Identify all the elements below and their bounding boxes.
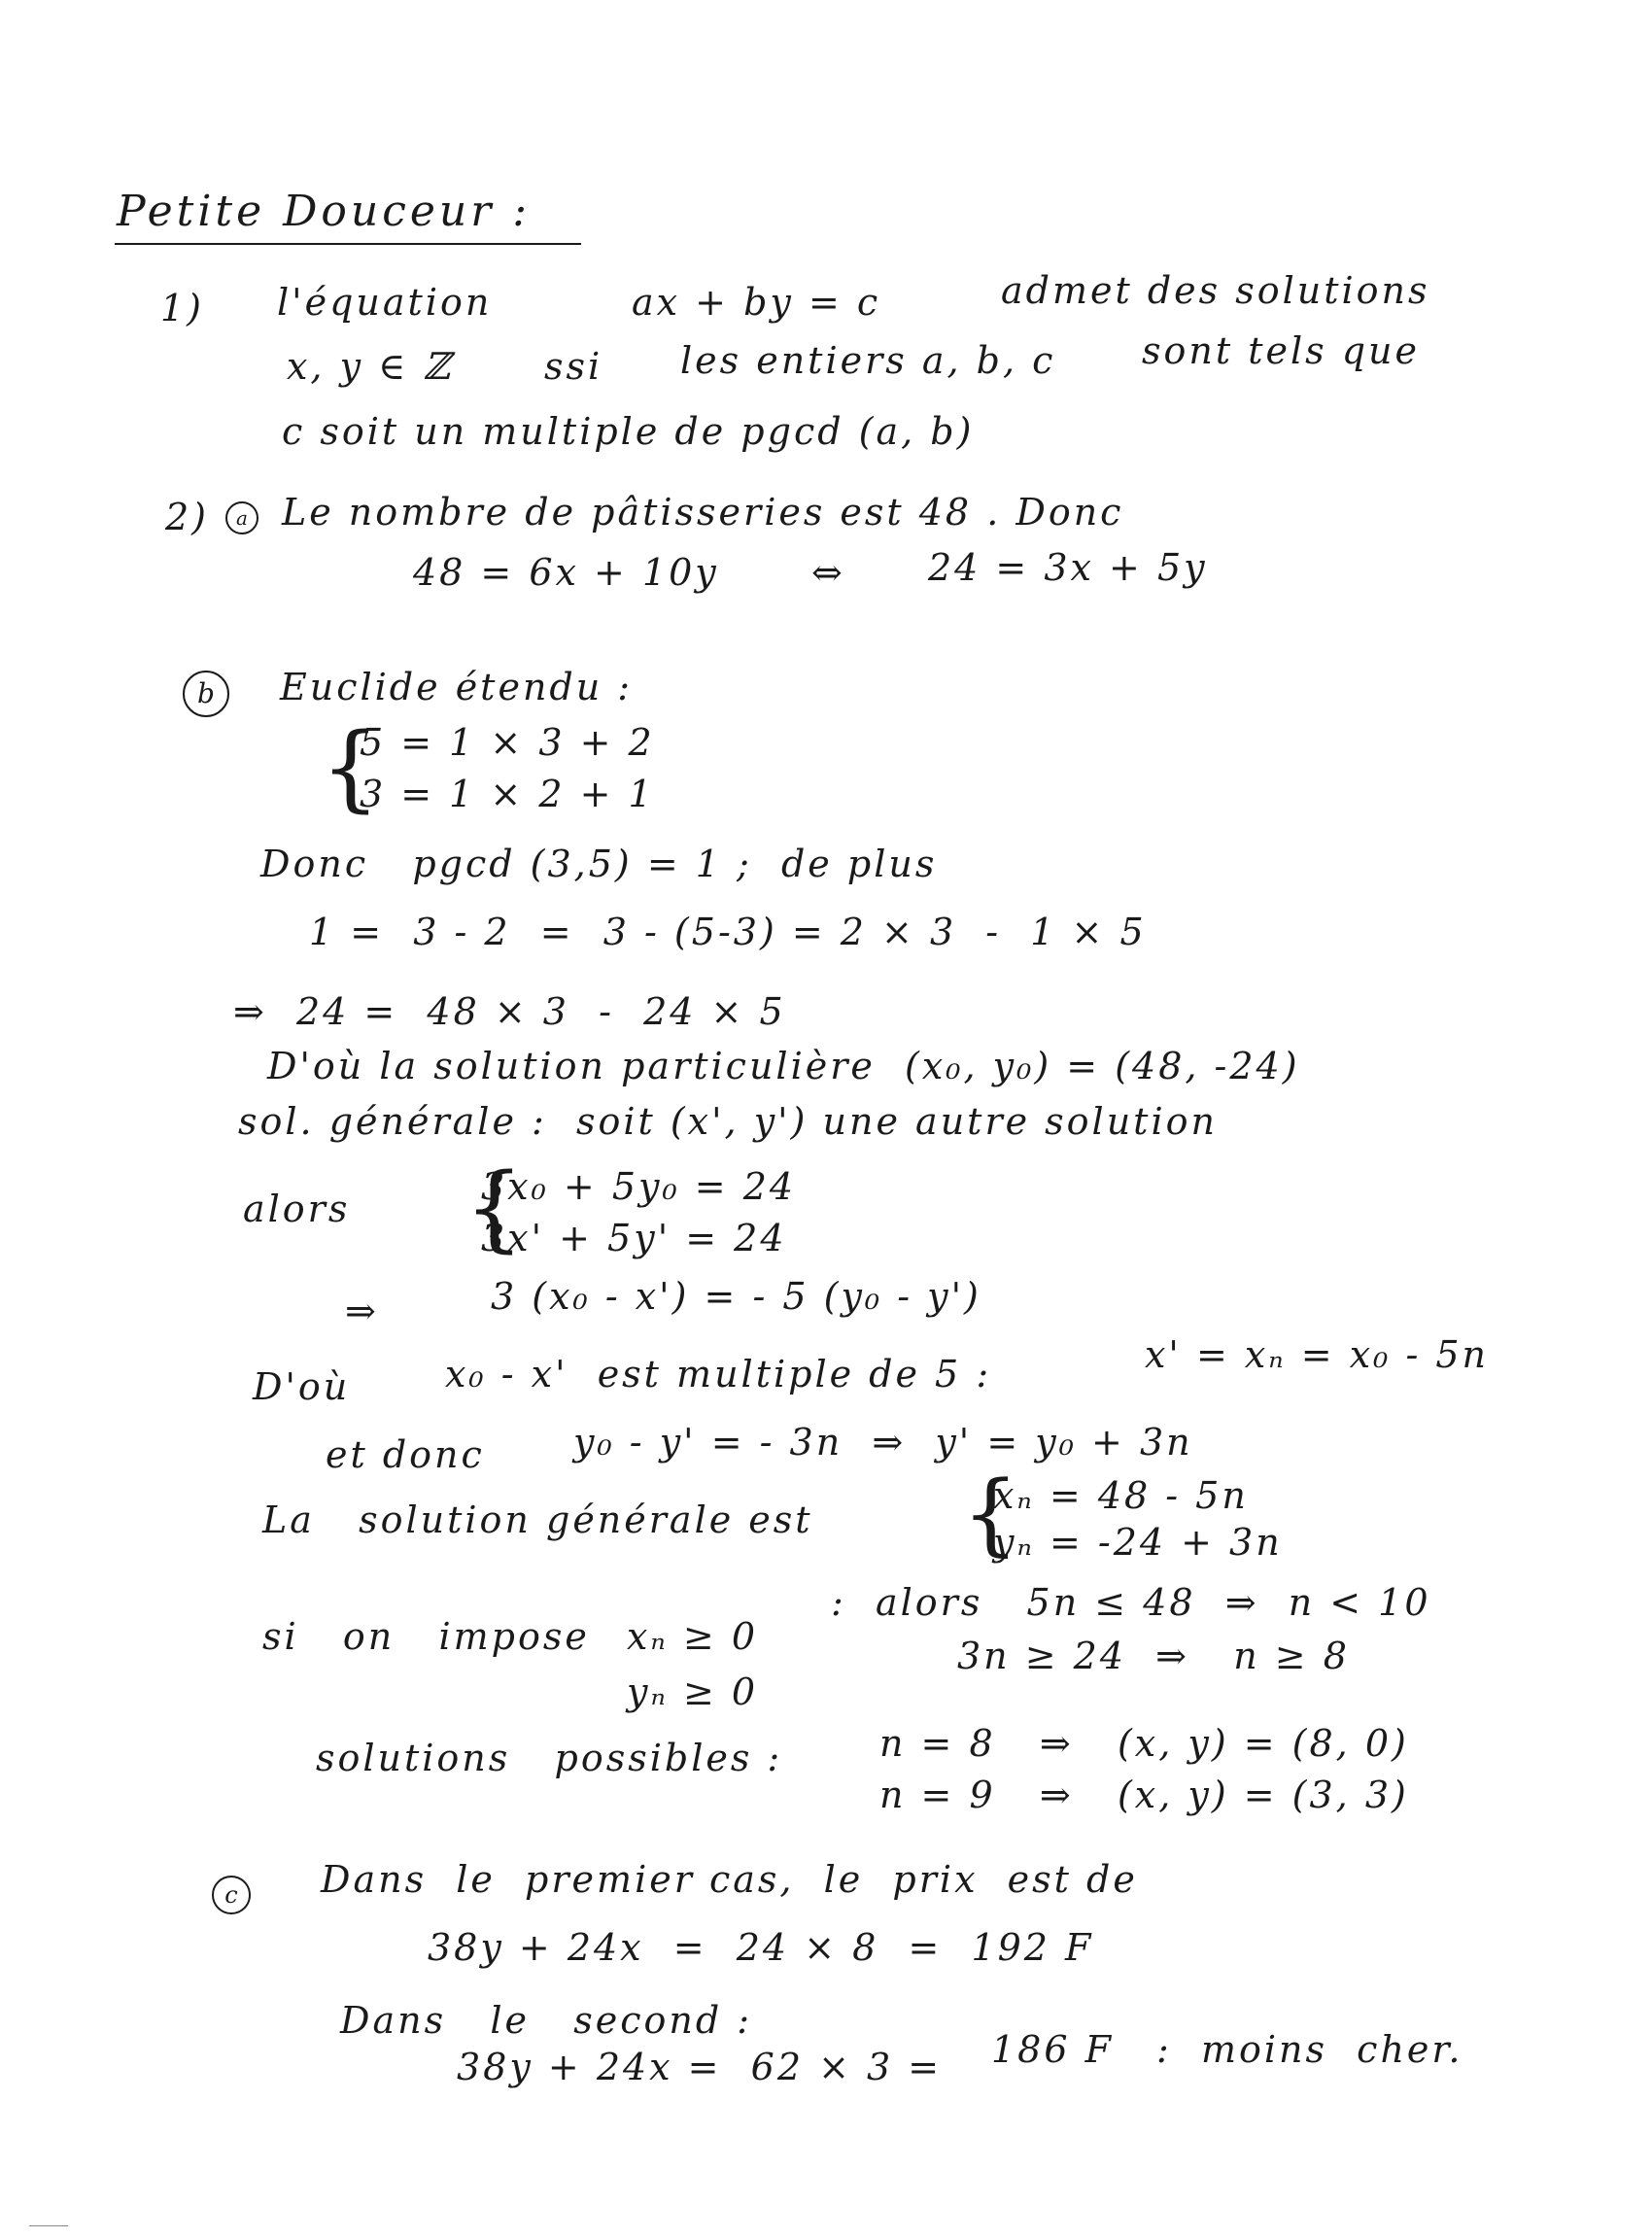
multiple-c: x' = xₙ = x₀ - 5n bbox=[1145, 1333, 1490, 1376]
q2c-line3: Dans le second : bbox=[340, 1999, 753, 2042]
q2a-line2-equiv: ⇔ bbox=[811, 551, 845, 594]
q2c-line2: 38y + 24x = 24 × 8 = 192 F bbox=[428, 1926, 1094, 1969]
q1-line1-equation: ax + by = c bbox=[632, 281, 881, 324]
alors-label: alors bbox=[243, 1188, 351, 1230]
general-solution-brace: { bbox=[962, 1462, 1019, 1566]
bezout-line: 1 = 3 - 2 = 3 - (5-3) = 2 × 3 - 1 × 5 bbox=[309, 911, 1147, 953]
q2a-line2-left: 48 = 6x + 10y bbox=[413, 551, 719, 594]
system1-line2: 3 = 1 × 2 + 1 bbox=[360, 773, 655, 815]
q2a-line1: Le nombre de pâtisseries est 48 . Donc bbox=[282, 491, 1124, 534]
q1-line1-c: admet des solutions bbox=[1001, 269, 1430, 312]
q1-line2-c: les entiers a, b, c bbox=[680, 339, 1056, 382]
q2a-line2-right: 24 = 3x + 5y bbox=[928, 546, 1208, 589]
system2-line1: 3x₀ + 5y₀ = 24 bbox=[481, 1165, 797, 1208]
system1-brace: { bbox=[321, 713, 381, 822]
q1-number: 1) bbox=[160, 287, 205, 329]
q2c-line1: Dans le premier cas, le prix est de bbox=[321, 1858, 1138, 1901]
q1-line2-d: sont tels que bbox=[1142, 329, 1420, 372]
scaled-line: ⇒ 24 = 48 × 3 - 24 × 5 bbox=[233, 990, 786, 1033]
system1-line1: 5 = 1 × 3 + 2 bbox=[360, 721, 655, 764]
impose-label: si on impose bbox=[262, 1615, 590, 1658]
q2c-label: c bbox=[212, 1876, 251, 1914]
q1-line2-a: x, y ∈ ℤ bbox=[287, 345, 454, 388]
q2-number: 2) bbox=[165, 496, 210, 538]
general-solution-label: La solution générale est bbox=[262, 1498, 813, 1541]
general-solution-x: xₙ = 48 - 5n bbox=[993, 1474, 1249, 1517]
difference-line: 3 (x₀ - x') = - 5 (y₀ - y') bbox=[491, 1275, 981, 1318]
particular-solution: D'où la solution particulière (x₀, y₀) = (48, -24) bbox=[267, 1045, 1300, 1087]
multiple-b: x₀ - x' est multiple de 5 : bbox=[445, 1353, 992, 1395]
general-solution-y: yₙ = -24 + 3n bbox=[993, 1521, 1283, 1564]
impose-x: xₙ ≥ 0 bbox=[627, 1615, 759, 1658]
scan-corner-mark bbox=[29, 2225, 68, 2226]
possible-solutions-label: solutions possibles : bbox=[316, 1737, 783, 1779]
q1-line2-b: ssi bbox=[544, 345, 603, 388]
system2-brace: { bbox=[465, 1154, 525, 1262]
q2c-line4-b: 186 F bbox=[991, 2028, 1114, 2071]
q2c-line4-a: 38y + 24x = 62 × 3 = bbox=[457, 2046, 943, 2088]
general-solution-intro: sol. générale : soit (x', y') une autre solution bbox=[238, 1100, 1218, 1143]
q1-line1-a: l'équation bbox=[277, 281, 493, 324]
impose-condition-1: : alors 5n ≤ 48 ⇒ n < 10 bbox=[831, 1581, 1431, 1624]
impose-condition-2: 3n ≥ 24 ⇒ n ≥ 8 bbox=[957, 1635, 1350, 1677]
q2b-title: Euclide étendu : bbox=[280, 666, 634, 708]
solution-n9: n = 9 ⇒ (x, y) = (3, 3) bbox=[879, 1774, 1409, 1816]
multiple-a: D'où bbox=[253, 1365, 351, 1408]
impose-y: yₙ ≥ 0 bbox=[627, 1671, 759, 1713]
donc-a: et donc bbox=[326, 1433, 485, 1476]
pgcd-line: Donc pgcd (3,5) = 1 ; de plus bbox=[260, 843, 938, 885]
q2c-line4-c: : moins cher. bbox=[1156, 2028, 1463, 2071]
donc-b: y₀ - y' = - 3n ⇒ y' = y₀ + 3n bbox=[573, 1421, 1193, 1464]
q2a-label: a bbox=[225, 501, 258, 534]
solution-n8: n = 8 ⇒ (x, y) = (8, 0) bbox=[879, 1722, 1409, 1765]
page-title: Petite Douceur : bbox=[117, 187, 532, 236]
system2-line2: 3x' + 5y' = 24 bbox=[481, 1217, 787, 1259]
q1-line3: c soit un multiple de pgcd (a, b) bbox=[282, 410, 975, 453]
title-underline bbox=[115, 243, 581, 245]
implies-arrow: ⇒ bbox=[345, 1290, 379, 1332]
q2b-label: b bbox=[183, 671, 229, 717]
